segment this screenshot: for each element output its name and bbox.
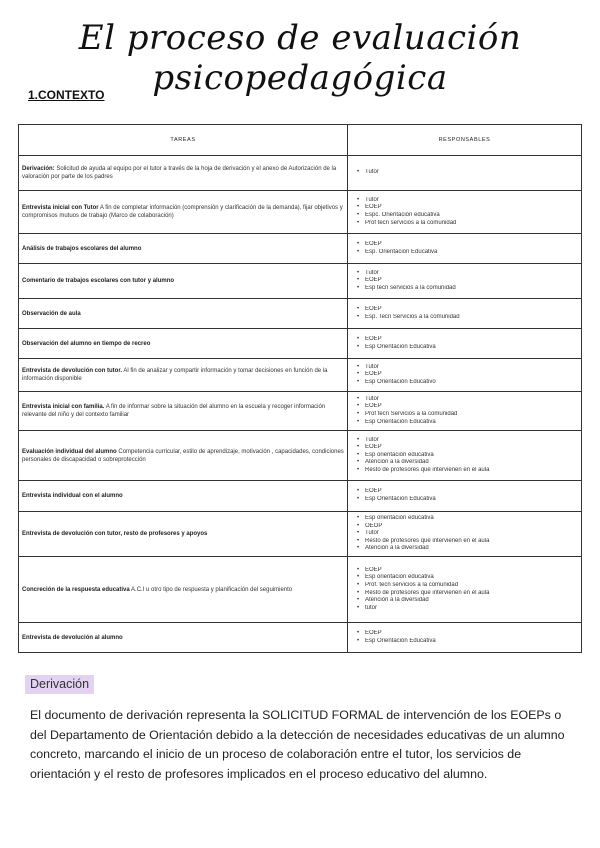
- task-cell: [19, 431, 348, 481]
- task-title: Comentario de trabajos escolares con tutor y alumno: [22, 278, 175, 284]
- responsables-list: [351, 241, 579, 256]
- responsables-list: [351, 515, 579, 553]
- responsable-item: • Esp Orientación Educativo: [357, 379, 579, 387]
- task-title: Entrevista de devolución con tutor, resto de profesores y apoyos: [22, 531, 208, 537]
- responsables-cell: [348, 191, 582, 234]
- responsables-cell: [348, 299, 582, 329]
- responsable-item: • Prof. tecn servicios a la comunidad: [357, 582, 579, 590]
- responsable-item: • Esp Orientación Educativa: [357, 638, 579, 646]
- responsables-cell: [348, 623, 582, 653]
- task-title: Evaluación individual del alumno: [22, 448, 117, 455]
- table-row: [19, 329, 582, 359]
- responsable-item: • EOEP: [357, 488, 579, 496]
- task-cell: [19, 299, 348, 329]
- responsable-item: • Tutor: [357, 364, 579, 372]
- task-title: Entrevista individual con el alumno: [22, 493, 123, 499]
- responsable-item: • OEOP: [357, 523, 579, 531]
- responsable-item: • Esp Orientación Educativa: [357, 344, 579, 352]
- responsable-item: • EOEP: [357, 630, 579, 638]
- responsables-list: [351, 197, 579, 227]
- responsables-cell: [348, 481, 582, 512]
- task-cell: [19, 329, 348, 359]
- responsables-list: [351, 488, 579, 503]
- responsables-list: [351, 169, 579, 177]
- task-cell: [19, 264, 348, 299]
- table-row: [19, 557, 582, 623]
- responsable-item: • Resto de profesores que intervienen en el aula: [357, 538, 579, 546]
- responsable-item: • Prof tecn servicios a la comunidad: [357, 220, 579, 228]
- table-row: [19, 191, 582, 234]
- responsables-cell: [348, 392, 582, 431]
- task-cell: [19, 392, 348, 431]
- task-cell: [19, 156, 348, 191]
- table-row: [19, 234, 582, 264]
- responsable-item: • Resto de profesores que intervienen en el aula: [357, 467, 579, 475]
- table-row: [19, 156, 582, 191]
- responsable-item: • Esp tecn servicios a la comunidad: [357, 285, 579, 293]
- table-row: [19, 392, 582, 431]
- task-title: Entrevista inicial con familia.: [22, 404, 105, 410]
- responsable-item: • Esp Orientación Educativa: [357, 496, 579, 504]
- table-row: [19, 623, 582, 653]
- responsables-list: [351, 396, 579, 426]
- responsable-item: • EOEP: [357, 241, 579, 249]
- responsable-item: • Tutor: [357, 437, 579, 445]
- responsables-list: [351, 567, 579, 613]
- responsables-list: [351, 364, 579, 387]
- task-title: Entrevista de devolución con tutor.: [22, 368, 123, 374]
- responsable-item: • EOEP: [357, 371, 579, 379]
- derivacion-paragraph: El documento de derivación representa la SOLICITUD FORMAL de intervención de los EOEPs o del Departamento de Orientación debido a la detección de necesidades educativas de un alumno concreto, marcando el inicio de un proceso de colaboración entre el tutor, los servicios de orientación y el resto de profesores implicados en el proceso educativo del alumno.: [30, 708, 565, 781]
- responsable-item: • Prof tecn Servicios a la comunidad: [357, 411, 579, 419]
- responsables-cell: [348, 234, 582, 264]
- responsables-cell: [348, 557, 582, 623]
- responsable-item: • Resto de profesores que intervienen en el aula: [357, 590, 579, 598]
- derivacion-tag: Derivación: [25, 675, 94, 694]
- task-title: Observación del alumno en tiempo de recreo: [22, 340, 151, 347]
- responsable-item: • Esp orientación educativa: [357, 574, 579, 582]
- responsables-list: [351, 336, 579, 351]
- header-tareas: TAREAS: [19, 125, 348, 156]
- responsables-list: [351, 270, 579, 293]
- task-title: Entrevista inicial con Tutor: [22, 205, 99, 211]
- table-header-row: [19, 125, 582, 156]
- responsable-item: • Esp Orientación Educativa: [357, 419, 579, 427]
- responsable-item: • Atención a la diversidad: [357, 597, 579, 605]
- task-cell: [19, 359, 348, 392]
- responsables-list: [351, 630, 579, 645]
- responsable-item: • EOEP: [357, 336, 579, 344]
- responsable-item: • Tutor: [357, 169, 579, 177]
- task-title: Análisis de trabajos escolares del alumno: [22, 245, 142, 252]
- responsable-item: • EOEP: [357, 277, 579, 285]
- tasks-table: [18, 124, 582, 653]
- task-cell: [19, 191, 348, 234]
- responsable-item: • Esp orientación educativa: [357, 452, 579, 460]
- responsable-item: • EOEP: [357, 306, 579, 314]
- responsable-item: • Tutor: [357, 396, 579, 404]
- page-title: El proceso de evaluación psicopedagógica: [78, 18, 522, 98]
- task-cell: [19, 623, 348, 653]
- task-cell: [19, 234, 348, 264]
- task-cell: [19, 512, 348, 557]
- task-description: Competencia curricular, estilo de aprendizaje, motivación , capacidades, condiciones personales de discapacidad o sobreprotección: [22, 448, 344, 463]
- responsables-list: [351, 306, 579, 321]
- task-title: Concreción de la respuesta educativa: [22, 586, 130, 593]
- responsable-item: • EOEP: [357, 567, 579, 575]
- responsables-cell: [348, 359, 582, 392]
- task-title: Derivación:: [22, 166, 55, 172]
- responsable-item: • Esp orientación educativa: [357, 515, 579, 523]
- table-row: [19, 359, 582, 392]
- responsable-item: • EOEP: [357, 444, 579, 452]
- responsable-item: • tutor: [357, 605, 579, 613]
- task-cell: [19, 481, 348, 512]
- responsable-item: • Tutor: [357, 270, 579, 278]
- responsable-item: • Atención a la diversidad: [357, 545, 579, 553]
- task-title: Observación de aula: [22, 310, 81, 317]
- responsables-list: [351, 437, 579, 475]
- task-cell: [19, 557, 348, 623]
- responsables-cell: [348, 512, 582, 557]
- task-description: A fin de completar información (comprensión y clarificación de la demanda), fijar objetivos y compromisos mutuos de trabajo (Marco de colaboración): [22, 205, 343, 219]
- responsable-item: • Atención a la diversidad: [357, 459, 579, 467]
- responsable-item: • Espc. Orientación educativa: [357, 212, 579, 220]
- responsable-item: • Esp. Orientación Educativa: [357, 249, 579, 257]
- task-description: Solicitud de ayuda al equipo por el tutor a través de la hoja de derivación y el anexo de Autorización de la valoración por parte de los padres: [22, 166, 337, 180]
- table-row: [19, 481, 582, 512]
- responsables-cell: [348, 431, 582, 481]
- task-title: Entrevista de devolución al alumno: [22, 634, 123, 641]
- section-heading: 1.CONTEXTO: [28, 88, 105, 102]
- responsable-item: • Tutor: [357, 530, 579, 538]
- table-row: [19, 431, 582, 481]
- responsable-item: • Tutor: [357, 197, 579, 205]
- responsables-cell: [348, 329, 582, 359]
- responsable-item: • Esp. Tecn Servicios a la comunidad: [357, 314, 579, 322]
- task-description: Al fin de analizar y compartir información y tomar decisiones en función de la información disponible: [22, 368, 328, 382]
- responsable-item: • EOEP: [357, 204, 579, 212]
- header-responsables: RESPONSABLES: [348, 125, 582, 156]
- responsables-cell: [348, 156, 582, 191]
- responsables-cell: [348, 264, 582, 299]
- task-description: A.C.I u otro tipo de respuesta y planificación del seguimiento: [129, 586, 293, 593]
- table-row: [19, 264, 582, 299]
- task-description: A fin de informar sobre la situación del alumno en la escuela y recoger información relevante del niño y del contexto familiar: [22, 404, 326, 418]
- table-row: [19, 512, 582, 557]
- table-row: [19, 299, 582, 329]
- responsable-item: • EOEP: [357, 403, 579, 411]
